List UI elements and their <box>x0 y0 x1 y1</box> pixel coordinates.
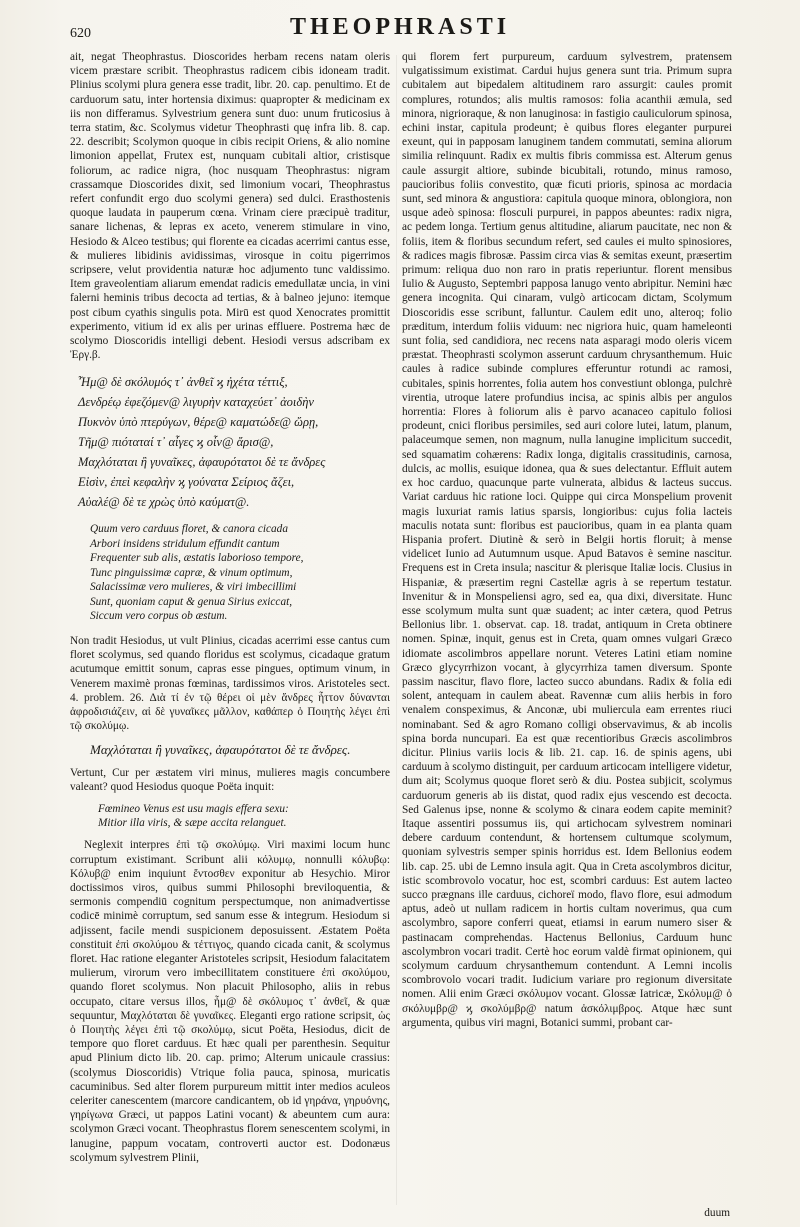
verse-line: Tunc pinguissimæ capræ, & vinum optimum, <box>90 566 293 579</box>
paragraph: Neglexit interpres ἐπὶ τῷ σκολύμῳ. Viri maximi locum hunc corruptum existimant. Scribunt alii κόλυμῳ, nonnulli κόλυβῳ: Κόλυβ@ enim inquiunt ἔντοσθεν exponitur ab Hesychio. Miror doctissimos viros, quibus summi Philosophi breviloquentia, & sermonis compendiū cognitum perspectumque, non animadvertisse codicē minimè corruptum, sed sanum esse & integrum. Hesiodum si adjissent, facile mendi suspicionem deposuissent. Æstatem Poëta constituit ἐπὶ σκολύμου & τέττιγος, quando cicada canit, & scolymus floret. Hac ratione eleganter Aristoteles scripsit, Hesiodum falacitatem mulierum, virorum vero imbecillitatem constituere ἐπὶ σκολύμου, quando floret scolymus. Non placuit Philosopho, aliis in rebus occupato, citare versus illos, ἦμ@ δὲ σκόλυμος τ᾽ ἀνθεῖ, & quæ sequuntur, Μαχλόταται δὲ γυναῖκες. Eleganti ergo ratione scripsit, ὡς ὁ Ποιητὴς λέγει ἐπὶ τῷ σκολύμῳ, sicut Poëta, Hesiodus, dicit de tempore quo floret carduus. Et hæc quali per parenthesin. Sequitur apud Plinium dicto lib. 20. cap. primo; Alterum unicaule crassius: (scolymus Dioscoridis) Vtrique folia pauca, spinosa, muricatis cacuminibus. Sed alter florem purpureum mittit inter medios aculeos celeriter canescentem (marcore candicantem, ob id γηράνα, γηρυόνης, γηρίγωνα Græci, ut pappos Latini vocant) & abeuntem cum aura: scolymon Græci vocant. Theophrastus florem senescentem scolymi, in lanugine, pappum vocatam, controverti auctor est. Dodonæus scolymum sylvestrem Plinii, <box>70 839 390 1164</box>
verse-line: Mitior illa viris, & sæpe accita relanguet. <box>98 817 287 830</box>
verse-line: Frequenter sub alis, æstatis laborioso tempore, <box>90 552 304 565</box>
catchword: duum <box>704 1207 730 1219</box>
verse-line: Εἰσὶν, ἐπεὶ κεφαλὴν ϗ γούνατα Σείριος ἄζει, <box>78 475 295 490</box>
paragraph: ait, negat Theophrastus. Dioscorides herbam recens natam oleris vicem præstare scribit. Theophrastus radicem cibis idoneam tradit. Plinius scolymi plura genera esse tradit, libr. 20. cap. penultimo. Et de carduorum satu, inter hortensia diximus: quapropter & medicinam ex iis non differamus. Sylvestrium genera sunt duo: unum fruticosius à terra statim, &c. Scolymus videtur Theophrasti quę infra lib. 8. cap. 22. describit; Scolymon quoque in cibis recipit Oriens, & alio nomine limonion appellat, Frutex est, nunquam cubitali altior, cristisque foliorum, ac radice nigra, (hoc nusquam Theophrastus: nigram crassamque Dioscorides dixit, sed limonium vocari, Theophrastus refert confundit ergo duo scolymi genera) sed dulci. Erasthostenis quoque laudata in pauperum cœna. Vrinam ciere præcipuè traditur, sanare lichenas, & lepras ex aceto, venerem stimulare in vino, Hesiodo & Alceo testibus; qui florente ea cicadas acerrimi cantus esse, & mulieres libidinis avidissimas, virosque in coitu pigerrimos scripsere, velut providentia naturæ hoc adjumento tunc valdissimo. Item graveolentiam aliarum emendat radicis emedullatæ uncia, in vini falerni heminis tribus decocta ad tertias, & à balneo jejuno: itemque post cibum cyathis singulis pota. Mirū est quod Xenocrates promittit experimento, vitium id ex alis per urinas effluere. Postrema hæc de scolymo Dioscoridis intelligi debent. Hesiodi versus adscribam ex Ἐργ.β. <box>70 51 390 362</box>
verse-line: Siccum vero corpus ob æstum. <box>90 610 228 623</box>
verse-line: Sunt, quoniam caput & genua Sirius exiccat, <box>90 595 293 608</box>
verse-line: Μαχλόταται ἢ γυναῖκες, ἀφαυρότατοι δὲ τε ἄνδρες <box>78 455 326 470</box>
left-column <box>70 50 390 1165</box>
verse-line: Δενδρέῳ ἐφεζόμεν@ λιγυρὴν καταχεύετ᾽ ἀοιδὴν <box>78 395 314 410</box>
paragraph: Vertunt, Cur per æstatem viri minus, mulieres magis concumbere valeant? quod Hesiodus quoque Poëta inquit: <box>70 766 390 793</box>
verse-line: Arbori insidens stridulum effundit cantum <box>90 537 280 550</box>
page-number: 620 <box>70 26 91 41</box>
verse-line: Quum vero carduus floret, & canora cicada <box>90 523 288 536</box>
latin-verse-block <box>90 522 390 624</box>
verse-line: Πυκνὸν ὑπὸ πτερύγων, θέρε@ καματώδε@ ὥρῃ, <box>78 415 319 430</box>
verse-line: Τῆμ@ πιόταταί τ᾽ αἶγες ϗ οἶν@ ἄρισ@, <box>78 435 274 450</box>
right-column <box>402 50 732 1030</box>
verse-line: Fœmineo Venus est usu magis effera sexu: <box>98 803 289 815</box>
page-header <box>0 14 800 50</box>
paragraph: Non tradit Hesiodus, ut vult Plinius, cicadas acerrimi esse cantus cum floret scolymus, sed quando floridus est scolymus, cicadaque gratum acutumque emittit sonum, capras esse pingues, optimum vinum, in Venerem maximè pronas fœminas, tardissimos viros. Aristoteles sect. 4. problem. 26. Διὰ τί ἐν τῷ θέρει οἱ μὲν ἄνδρες ἧττον δύνανται ἀφροδισιάζειν, αἱ δὲ γυναῖκες μᾶλλον, καθάπερ ὁ Ποιητὴς λέγει ἐπὶ τῷ σκολύμῳ. <box>70 634 390 733</box>
greek-quote-line: Μαχλόταται ἢ γυναῖκες, ἀφαυρότατοι δὲ τε ἄνδρες. <box>90 742 351 758</box>
column-gutter <box>396 55 397 1205</box>
running-head: THEOPHRASTI <box>290 14 511 40</box>
verse-line: Ἦμ@ δὲ σκόλυμός τ᾽ ἀνθεῖ ϗ ἠχέτα τέττιξ, <box>78 375 288 390</box>
greek-verse-block <box>78 372 390 512</box>
paragraph: qui florem fert purpureum, carduum sylvestrem, pratensem vulgatissimum existimat. Cardui hujus genera sunt tria. Primum supra cubitalem aut bipedalem altitudinem raro assurgit: caules promit complures, rotundos; alis multis ramosos: folia acanthii æmula, sed minora, nigrioraque, & non lanuginosa: in fastigio cauliculorum spinosa, echini instar, capitula prodeunt; è quibus flores eleganter purpurei exeunt, qui in papposam lanuginem tandem commutati, semina aliorum similia relinquunt. Radix ex multis fibris commissa est. Alterum genus caule assurgit altiore, subinde bicubitali, rotundo, minus ramoso, paucioribus foliis convestito, quæ ficuti prioris, spinosa ac mordacia sunt, sed minora & angustiora: capitula quoque minora, oblongiora, non usque adeò spinosa: flosculi purpurei, in pappos abeuntes: radix nigra, ac pedem longa. Tertium genus altitudine, aliarum paucitate, nec non & foliis, item & floribus secundum refert, sed caules ei multo spinosiores, & radices magis fibrosæ. Passim circa vias & semitas exeunt, præsertim primum: reliqua duo non raro in pratis reperiuntur. florent mensibus Iulio & Augusto, Septembri papposa lanugo vento abripitur. Nemini hæc genera incognita. Qui cinaram, vulgò articocam dictam, Scolymum Dioscoridis esse scribunt, falluntur. Caulem edit uno, alteroq; folio præditum, interdum foliis viduum: nec nigriora huic, quam hameleonti sunt folia, sed candidiora, nec recens nata asparagi modo oleris vicem præstat. Theophrasti scolymon asserunt carduum chrysanthemum. Huic caules à radice subinde complures efferuntur rotundi ac ramosi, cubitales, spinis horrentes, folia autem hos convestiunt oblonga, pulchrè virentia, utroque latere profundius incisa, ac spinis albis per angulos horrentia: Flores à foliorum alis è parvo acanaceo capitulo foliosi prodeunt, cnici floribus persimiles, sed auri colore lutei, latum, planum, palaceumque semen, non magnum, nulla lanugine implicitum succedit, sed squamatim cohærens: Radix longa, digitalis crassitudinis, carnosa, dulcis, ac mollis, esuique idonea, qua & sues delectantur. Effluit autem ex hoc carduo, quacunque parte vulnerata, albidus & lacteus succus. Variat carduus hic ratione loci. Quippe qui circa Monspelium provenit magis luxuriat ramis latius sparsis, longioribus: cujus folia lacteis maculis notata sunt: floribus est paucioribus, quam in ea planta quam Hispania profert. Diutinè & serò in Belgii hortis floruit; à mense videlicet Iunio ad Autumnum usque. Apud Batavos è semine nascitur. Frequens est in Creta insula; nascitur & plerisque Italiæ locis. Clusius in Hispaniæ, & præsertim regni Castellæ agris à se repertum testatur. Invenitur & in Monspeliensi agro, sed ea, qua dixi, diversitate. Hunc esse scolymum multa sunt quæ suadent; ac inter cætera, quod Petrus Bellonius libr. 1. observat. cap. 18. tradat, antiquum in Creta obtinere nomen. Spinæ, inquit, genus est in Creta, quam omnes vulgari Græco idiomate ascolimbros appellare norunt. Veteres Latini etiam nomine Græco glycyrrhizon vocant, à glycyrrhiza tamen diversum. Sponte passim nascitur, flavo flore, lacteo succo abundans. Radix & folia edi solent, antequam in caulem abeat. Ravennæ cum aliis herbis in foro venalem conspeximus, & Anconæ, ubi muliercula eam errentes riuci nominabant. Sed & agro Romano colligi observavimus, & ab incolis spina borda nuncupari. Ea est quæ recentioribus Græcis ascolimbros dicitur. Plinius variis locis & lib. 21. cap. 16. de spinis agens, ubi carduum à scolymo distinguit, per carduum articocam intelligere videtur, dum ait; Scolymus quoque floret serò & diu. Postea subjicit, scolymus carduorum generis ab iis distat, quod radix ejus vescendo est decocta. Sed Galenus ipse, nonne & scolymo & cinara eodem capite meminit? Itaque assentiri possumus iis, qui artichocam sylvestrem nominari debere carduum contendunt, & hortensem cultumque scolymum, quoniam sylvestris semper spinis horridus est. Idem Bellonius eodem lib. cap. 25. ubi de Lemno insula agit. Qua in Creta ascolymbros dicitur, istic scombrovolo vocatur, hoc est, scombri carduus: Est autem lacteo succo prægnans ille carduus, cichoreï modo, flavo flore, esui admodum aptus, adeò ut nullam radicem in hortis cultam noverimus, qua cum ascolymbro, sapore conferri queat, etiamsi in earum numero siser & pastinacam comprehendas. Hactenus Bellonius, Carduum hunc ascolymbron vocari tradit. Certè hoc eorum valdè firmat opinionem, qui scolymum carduum chrysanthemum contendunt. A Lemni incolis scombrovolo vocari tradit. Iudicium variare pro regionum diversitate nomen. Alii enim Græci σκόλυμον vocant. Glossæ Iatricæ, Σκόλυμ@ ὁ σκόλυμβρ@ ϗ σκολύμβρ@ natum ἀσκόλιμβρος. Atque hæc sunt argumenta, quibus viri magni, Botanici summi, probant car- <box>402 51 732 1029</box>
latin-verse-block <box>98 802 390 830</box>
verse-line: Αὐαλέ@ δὲ τε χρὼς ὑπὸ καύματ@. <box>78 495 250 510</box>
verse-line: Salacissimæ vero mulieres, & viri imbecillimi <box>90 581 297 594</box>
